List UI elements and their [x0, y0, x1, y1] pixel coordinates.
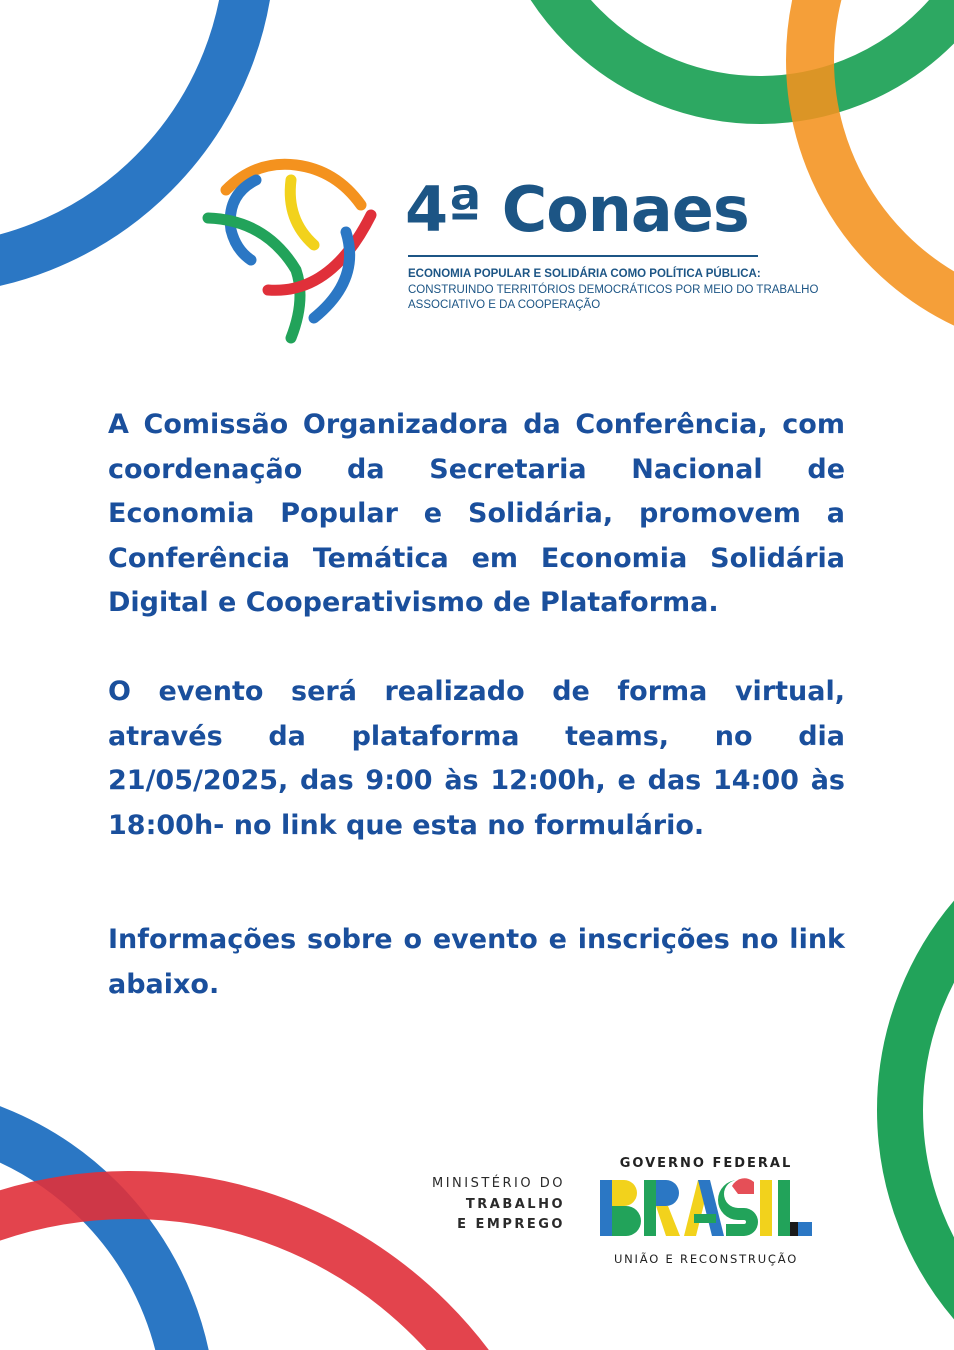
green-arc-right — [900, 810, 954, 1350]
subtitle-line-3: ASSOCIATIVO E DA COOPERAÇÃO — [408, 299, 601, 311]
conaes-subtitle — [408, 267, 819, 314]
paragraph-information-link: Informações sobre o evento e inscrições no link abaixo. — [108, 924, 845, 1000]
ministry-line-2: TRABALHO — [465, 1196, 565, 1212]
paragraph-event-details: O evento será realizado de forma virtual, através da plataforma teams, no dia 21/05/2025, das 9:00 às 12:00h, e das 14:00 às 18:00h- no link que esta no formulário. — [108, 676, 845, 841]
uniao-reconstrucao-label: UNIÃO E RECONSTRUÇÃO — [613, 1252, 799, 1266]
ministry-line-3: E EMPREGO — [457, 1217, 565, 1232]
ministry-line-1: MINISTÉRIO DO — [432, 1176, 565, 1191]
conaes-title: 4ª Conaes — [405, 173, 749, 246]
conaes-logo-icon — [196, 150, 392, 346]
ministry-logo — [380, 1174, 565, 1236]
subtitle-line-2: CONSTRUINDO TERRITÓRIOS DEMOCRÁTICOS POR MEIO DO TRABALHO — [408, 283, 819, 296]
brasil-logo-icon — [598, 1178, 814, 1238]
governo-federal-logo — [596, 1154, 816, 1268]
green-arc-top-right — [510, 0, 954, 100]
subtitle-line-1: ECONOMIA POPULAR E SOLIDÁRIA COMO POLÍTICA PÚBLICA: — [408, 268, 761, 280]
title-divider — [408, 255, 758, 257]
governo-federal-label: GOVERNO FEDERAL — [619, 1156, 793, 1171]
paragraph-organizing-committee: A Comissão Organizadora da Conferência, com coordenação da Secretaria Nacional de Economia Popular e Solidária, promovem a Conferência Temática em Economia Solidária Digital e Cooperativismo de Plataforma. — [108, 409, 845, 618]
